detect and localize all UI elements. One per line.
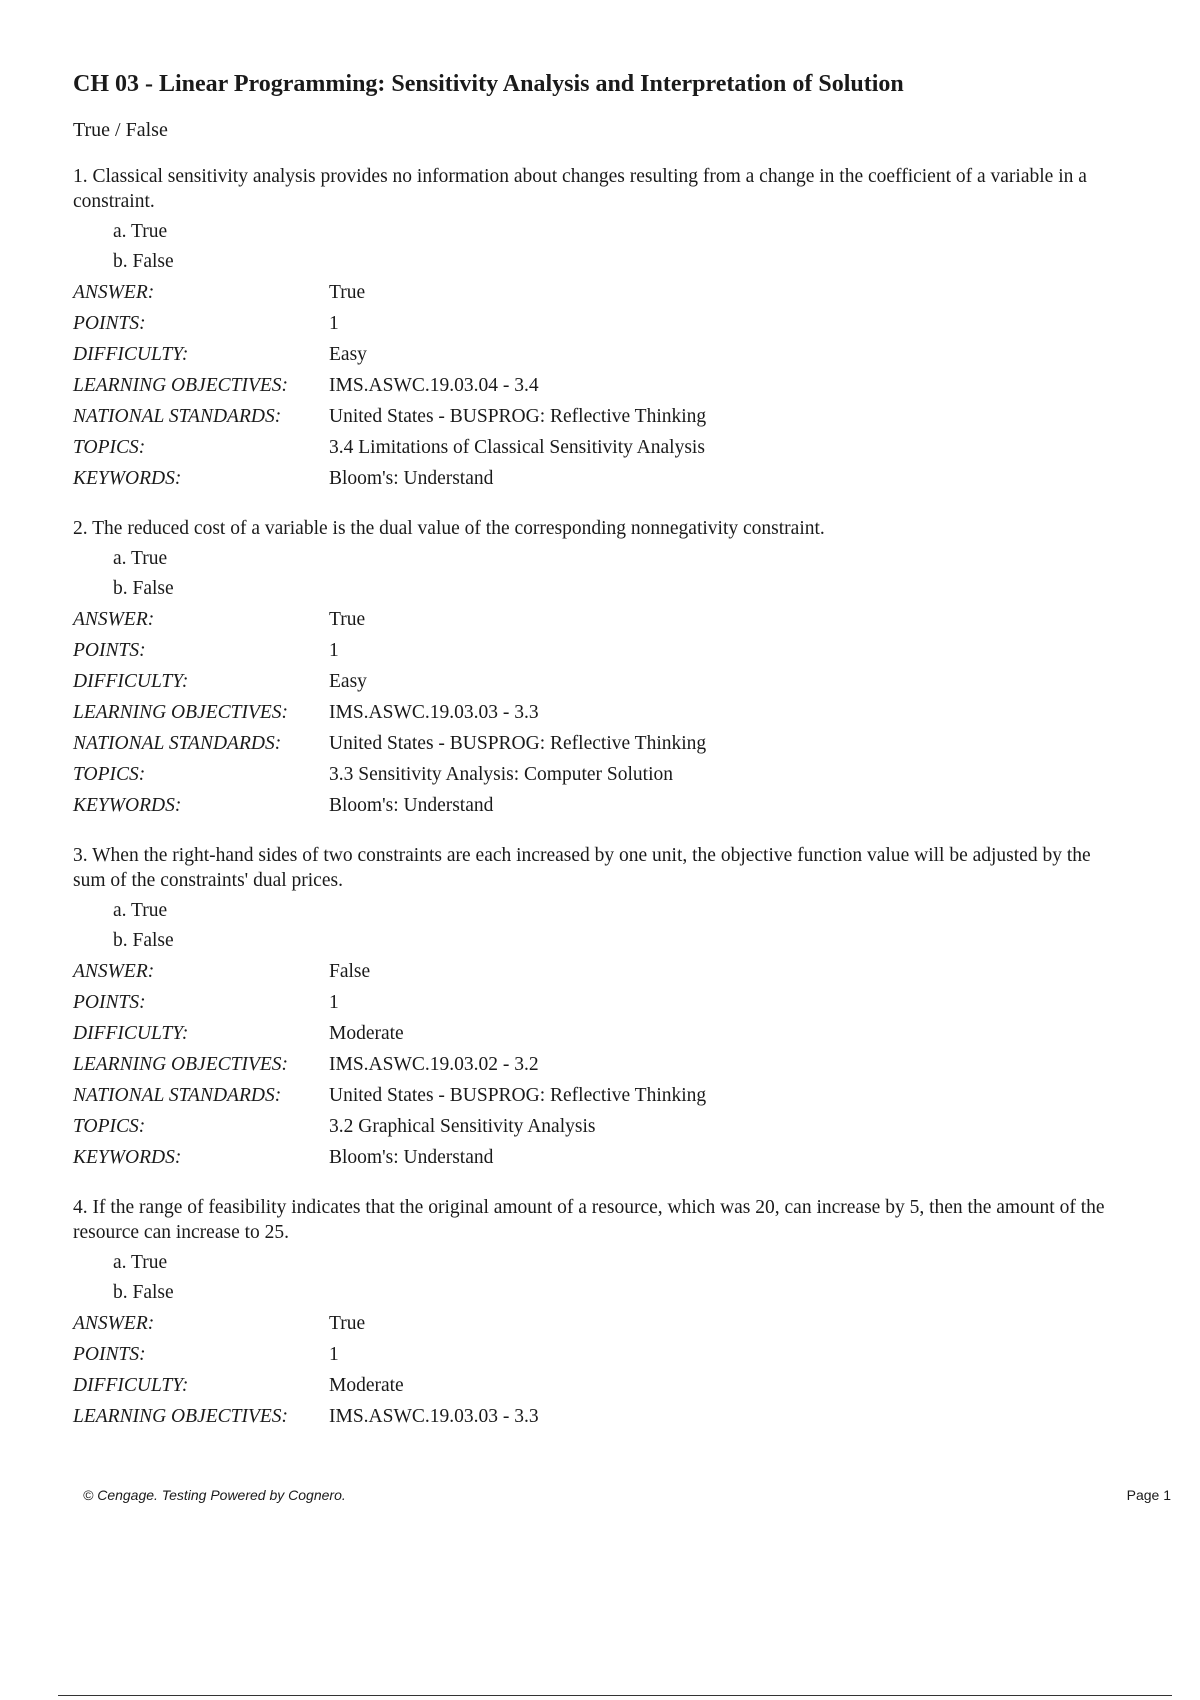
- keywords-label: KEYWORDS:: [73, 1146, 182, 1168]
- learning-objectives-row: [73, 697, 1123, 728]
- learning-objectives-row: [73, 1401, 1123, 1432]
- answer-options: [113, 544, 1123, 604]
- points-row: [73, 635, 1123, 666]
- national-standards-value: United States - BUSPROG: Reflective Thinking: [329, 732, 707, 754]
- answer-row: [73, 956, 1123, 987]
- question-text: 2. The reduced cost of a variable is the dual value of the corresponding nonnegativity constraint.: [73, 517, 825, 539]
- document-page: [73, 70, 1123, 1454]
- topics-value: 3.4 Limitations of Classical Sensitivity Analysis: [329, 436, 705, 458]
- points-row: [73, 308, 1123, 339]
- answer-label: ANSWER:: [73, 960, 155, 982]
- keywords-label: KEYWORDS:: [73, 794, 182, 816]
- keywords-row: [73, 790, 1123, 821]
- national-standards-value: United States - BUSPROG: Reflective Thinking: [329, 405, 707, 427]
- national-standards-label: NATIONAL STANDARDS:: [73, 732, 282, 754]
- points-value: 1: [329, 991, 339, 1013]
- points-label: POINTS:: [73, 1343, 146, 1365]
- national-standards-row: [73, 401, 1123, 432]
- answer-value: True: [329, 608, 366, 630]
- points-label: POINTS:: [73, 312, 146, 334]
- answer-value: True: [329, 1312, 366, 1334]
- difficulty-row: [73, 1370, 1123, 1401]
- learning-objectives-value: IMS.ASWC.19.03.03 - 3.3: [329, 701, 539, 723]
- learning-objectives-label: LEARNING OBJECTIVES:: [73, 701, 289, 723]
- answer-row: [73, 604, 1123, 635]
- points-row: [73, 987, 1123, 1018]
- learning-objectives-label: LEARNING OBJECTIVES:: [73, 1053, 289, 1075]
- topics-label: TOPICS:: [73, 1115, 146, 1137]
- national-standards-label: NATIONAL STANDARDS:: [73, 405, 282, 427]
- learning-objectives-row: [73, 1049, 1123, 1080]
- points-label: POINTS:: [73, 991, 146, 1013]
- question-text: 3. When the right-hand sides of two constraints are each increased by one unit, the objective function value will be adjusted by the sum of the constraints' dual prices.: [73, 844, 1091, 891]
- difficulty-label: DIFFICULTY:: [73, 343, 189, 365]
- topics-row: [73, 759, 1123, 790]
- answer-label: ANSWER:: [73, 1312, 155, 1334]
- points-value: 1: [329, 1343, 339, 1365]
- option-a: a. True: [113, 899, 168, 921]
- answer-options: [113, 896, 1123, 956]
- answer-row: [73, 1308, 1123, 1339]
- keywords-row: [73, 1142, 1123, 1173]
- points-value: 1: [329, 312, 339, 334]
- keywords-value: Bloom's: Understand: [329, 1146, 494, 1168]
- topics-value: 3.3 Sensitivity Analysis: Computer Solution: [329, 763, 673, 785]
- option-a: a. True: [113, 1251, 168, 1273]
- points-row: [73, 1339, 1123, 1370]
- topics-label: TOPICS:: [73, 763, 146, 785]
- question-2: [73, 516, 1123, 821]
- keywords-value: Bloom's: Understand: [329, 467, 494, 489]
- learning-objectives-value: IMS.ASWC.19.03.02 - 3.2: [329, 1053, 539, 1075]
- bottom-divider: [58, 1695, 1172, 1696]
- topics-value: 3.2 Graphical Sensitivity Analysis: [329, 1115, 596, 1137]
- points-value: 1: [329, 639, 339, 661]
- answer-options: [113, 1248, 1123, 1308]
- difficulty-value: Easy: [329, 343, 367, 365]
- national-standards-row: [73, 728, 1123, 759]
- learning-objectives-value: IMS.ASWC.19.03.04 - 3.4: [329, 374, 539, 396]
- answer-options: [113, 217, 1123, 277]
- question-text: 4. If the range of feasibility indicates that the original amount of a resource, which was 20, can increase by 5, then the amount of the resource can increase to 25.: [73, 1196, 1105, 1243]
- difficulty-label: DIFFICULTY:: [73, 1374, 189, 1396]
- difficulty-row: [73, 666, 1123, 697]
- difficulty-label: DIFFICULTY:: [73, 1022, 189, 1044]
- option-b: b. False: [113, 1281, 174, 1303]
- national-standards-value: United States - BUSPROG: Reflective Thinking: [329, 1084, 707, 1106]
- national-standards-row: [73, 1080, 1123, 1111]
- topics-row: [73, 432, 1123, 463]
- section-heading: True / False: [73, 118, 168, 141]
- page-footer: [83, 1487, 1171, 1503]
- difficulty-value: Moderate: [329, 1374, 404, 1396]
- option-b: b. False: [113, 929, 174, 951]
- option-b: b. False: [113, 250, 174, 272]
- question-3: [73, 843, 1123, 1173]
- question-1: [73, 164, 1123, 494]
- answer-row: [73, 277, 1123, 308]
- option-a: a. True: [113, 547, 168, 569]
- option-a: a. True: [113, 220, 168, 242]
- answer-label: ANSWER:: [73, 608, 155, 630]
- topics-label: TOPICS:: [73, 436, 146, 458]
- learning-objectives-row: [73, 370, 1123, 401]
- learning-objectives-label: LEARNING OBJECTIVES:: [73, 374, 289, 396]
- keywords-label: KEYWORDS:: [73, 467, 182, 489]
- keywords-row: [73, 463, 1123, 494]
- difficulty-row: [73, 339, 1123, 370]
- question-4: [73, 1195, 1123, 1432]
- difficulty-value: Moderate: [329, 1022, 404, 1044]
- answer-value: False: [329, 960, 371, 982]
- topics-row: [73, 1111, 1123, 1142]
- difficulty-label: DIFFICULTY:: [73, 670, 189, 692]
- difficulty-row: [73, 1018, 1123, 1049]
- footer-copyright: © Cengage. Testing Powered by Cognero.: [83, 1487, 346, 1503]
- difficulty-value: Easy: [329, 670, 367, 692]
- learning-objectives-value: IMS.ASWC.19.03.03 - 3.3: [329, 1405, 539, 1427]
- answer-label: ANSWER:: [73, 281, 155, 303]
- option-b: b. False: [113, 577, 174, 599]
- answer-value: True: [329, 281, 366, 303]
- document-title: CH 03 - Linear Programming: Sensitivity Analysis and Interpretation of Solution: [73, 71, 904, 97]
- learning-objectives-label: LEARNING OBJECTIVES:: [73, 1405, 289, 1427]
- keywords-value: Bloom's: Understand: [329, 794, 494, 816]
- question-text: 1. Classical sensitivity analysis provides no information about changes resulting from a change in the coefficient of a variable in a constraint.: [73, 165, 1087, 212]
- page-number: Page 1: [1126, 1487, 1171, 1503]
- national-standards-label: NATIONAL STANDARDS:: [73, 1084, 282, 1106]
- points-label: POINTS:: [73, 639, 146, 661]
